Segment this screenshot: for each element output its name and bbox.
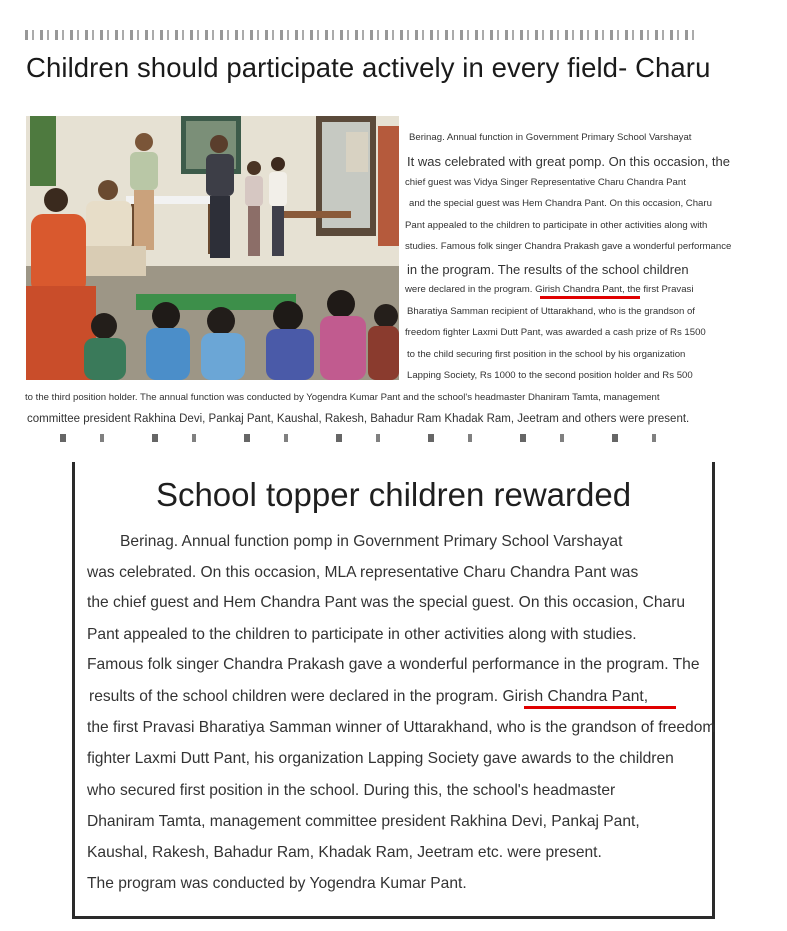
news-clipping-2 (72, 462, 715, 919)
article-2-line: who secured first position in the school. During this, the school's headmaster (87, 782, 616, 799)
article-1-line: in the program. The results of the school children (407, 262, 689, 277)
article-2-line: the first Pravasi Bharatiya Samman winner of Uttarakhand, who is the grandson of freedom (87, 719, 716, 736)
article-1-line: freedom fighter Laxmi Dutt Pant, was awarded a cash prize of Rs 1500 (405, 327, 706, 338)
clipping-2-headline: School topper children rewarded (155, 476, 632, 513)
article-2-line: results of the school children were declared in the program. Girish Chandra Pant, (89, 688, 649, 705)
article-2-line: the chief guest and Hem Chandra Pant was the special guest. On this occasion, Charu (87, 594, 686, 611)
article-1-line: to the child securing first position in the school by his organization (407, 349, 686, 360)
article-1-line: chief guest was Vidya Singer Representative Charu Chandra Pant (405, 177, 686, 188)
article-1-line: were declared in the program. Girish Chandra Pant, the first Pravasi (405, 284, 694, 295)
photo-illustration (26, 116, 399, 380)
article-2-line: Berinag. Annual function pomp in Government Primary School Varshayat (120, 533, 623, 550)
article-2-line: The program was conducted by Yogendra Kumar Pant. (87, 875, 467, 892)
article-1-line: and the special guest was Hem Chandra Pant. On this occasion, Charu (409, 198, 712, 209)
school-function-photo (26, 116, 399, 380)
article-1-line: Pant appealed to the children to participate in other activities along with (405, 220, 708, 231)
cropped-text-strip (60, 434, 700, 442)
article-2-line: Dhaniram Tamta, management committee president Rakhina Devi, Pankaj Pant, (87, 813, 640, 830)
article-1-line: studies. Famous folk singer Chandra Prakash gave a wonderful performance (405, 241, 732, 252)
article-2-line: Pant appealed to the children to participate in other activities along with studies. (87, 626, 637, 643)
article-2-line: fighter Laxmi Dutt Pant, his organization Lapping Society gave awards to the children (87, 750, 674, 767)
article-2-line: Kaushal, Rakesh, Bahadur Ram, Khadak Ram, Jeetram etc. were present. (87, 844, 602, 861)
article-1-line: to the third position holder. The annual function was conducted by Yogendra Kumar Pant and the school's headmaster Dhaniram Tamta, management (25, 392, 660, 403)
news-clipping-1 (0, 0, 787, 440)
name-highlight-underline (524, 706, 676, 709)
article-1-line: It was celebrated with great pomp. On this occasion, the (407, 154, 731, 169)
article-1-line: committee president Rakhina Devi, Pankaj Pant, Kaushal, Rakesh, Bahadur Ram Khadak Ram, Jeetram and others were present. (27, 413, 690, 425)
clipping-1-headline: Children should participate actively in every field- Charu (26, 52, 711, 83)
name-highlight-underline (540, 296, 640, 299)
article-1-line: Lapping Society, Rs 1000 to the second position holder and Rs 500 (407, 370, 693, 381)
cropped-text-strip (25, 30, 695, 40)
article-2-line: was celebrated. On this occasion, MLA representative Charu Chandra Pant was (87, 564, 639, 581)
article-1-line: Bharatiya Samman recipient of Uttarakhand, who is the grandson of (407, 306, 695, 317)
article-2-line: Famous folk singer Chandra Prakash gave a wonderful performance in the program. The (87, 656, 700, 673)
article-1-line: Berinag. Annual function in Government Primary School Varshayat (409, 132, 692, 143)
